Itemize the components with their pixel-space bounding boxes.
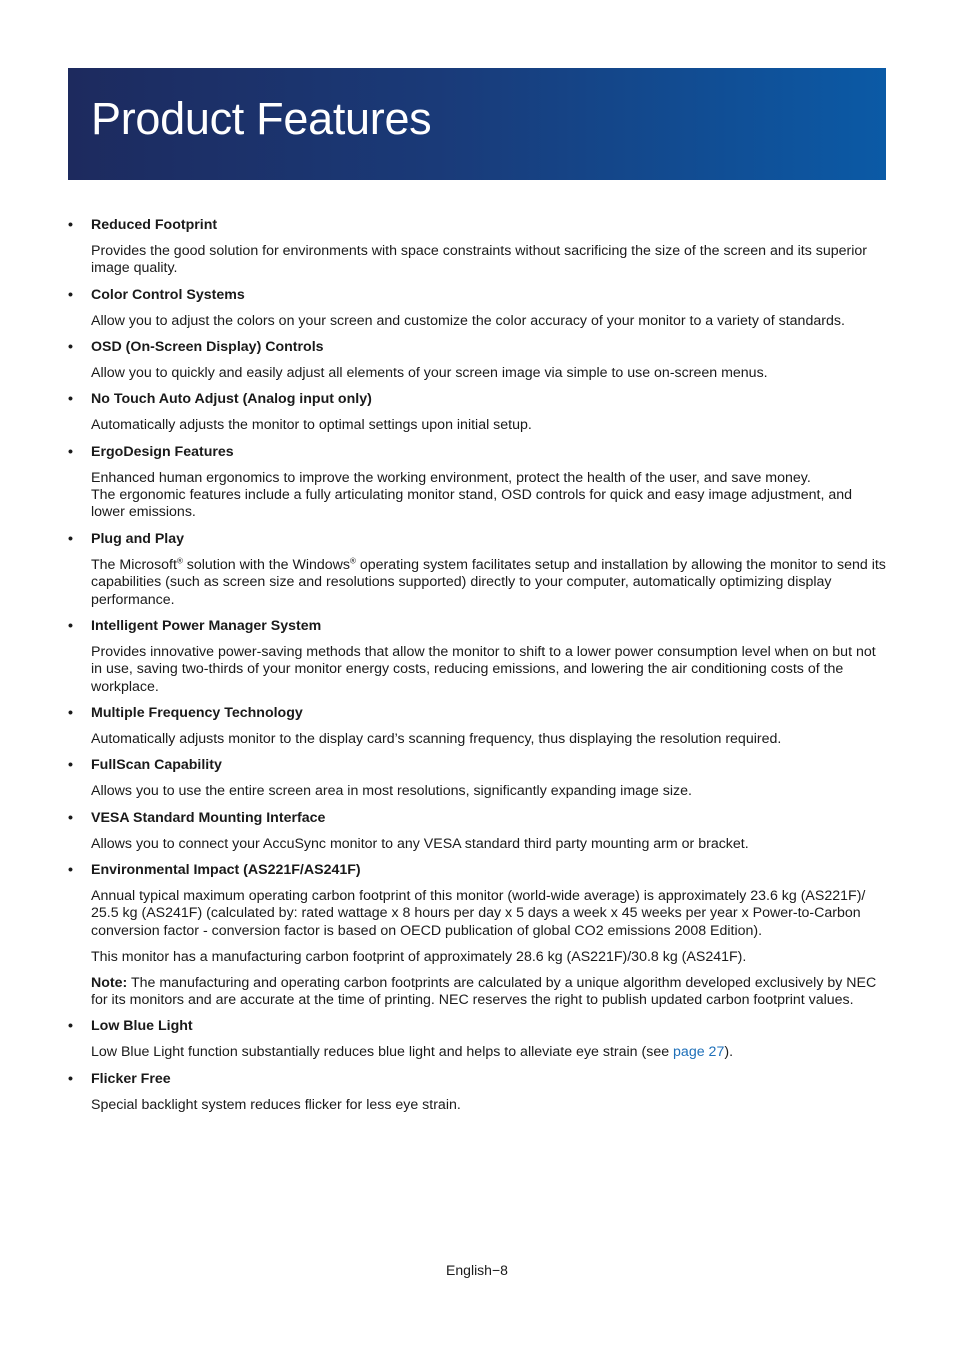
feature-title: Color Control Systems xyxy=(91,286,245,303)
feature-description: This monitor has a manufacturing carbon footprint of approximately 28.6 kg (AS221F)/30.8 kg (AS241F). xyxy=(91,948,747,965)
registered-mark: ® xyxy=(350,555,356,565)
bullet-icon: • xyxy=(68,1018,73,1035)
feature-description: The Microsoft® solution with the Windows® operating system facilitates setup and installation by allowing the monitor to send its capabilities (such as screen size and resolutions supported) directly to your computer, automatically optimizing display performance. xyxy=(91,555,886,608)
page-number: English−8 xyxy=(446,1262,508,1278)
feature-title: Multiple Frequency Technology xyxy=(91,705,303,722)
bullet-icon: • xyxy=(68,443,73,460)
feature-list xyxy=(68,217,888,1123)
feature-item xyxy=(68,1071,888,1114)
feature-title: Plug and Play xyxy=(91,530,185,547)
bullet-icon: • xyxy=(68,705,73,722)
bullet-icon: • xyxy=(68,809,73,826)
feature-title: FullScan Capability xyxy=(91,757,222,774)
feature-item xyxy=(68,287,888,330)
feature-title: Intelligent Power Manager System xyxy=(91,617,322,634)
note-label: Note: xyxy=(91,974,128,991)
feature-title: OSD (On-Screen Display) Controls xyxy=(91,339,324,356)
page-link[interactable]: page 27 xyxy=(673,1044,725,1061)
feature-description: Allow you to adjust the colors on your screen and customize the color accuracy of your monitor to a variety of standards. xyxy=(91,312,845,329)
feature-item xyxy=(68,810,888,853)
feature-description: Automatically adjusts the monitor to optimal settings upon initial setup. xyxy=(91,417,532,434)
bullet-icon: • xyxy=(68,617,73,634)
feature-title: VESA Standard Mounting Interface xyxy=(91,809,326,826)
feature-description: Allows you to use the entire screen area in most resolutions, significantly expanding image size. xyxy=(91,783,692,800)
feature-item xyxy=(68,1018,888,1061)
title-banner xyxy=(68,68,886,180)
feature-description: Allows you to connect your AccuSync monitor to any VESA standard third party mounting arm or bracket. xyxy=(91,835,749,852)
bullet-icon: • xyxy=(68,757,73,774)
note: Note: The manufacturing and operating carbon footprints are calculated by a unique algorithm developed exclusively by NEC for its monitors and are accurate at the time of printing. NEC reserves the right to publish updated carbon footprint values. xyxy=(91,974,877,1008)
feature-item xyxy=(68,705,888,748)
feature-title: Reduced Footprint xyxy=(91,217,218,233)
registered-mark: ® xyxy=(176,555,183,565)
bullet-icon: • xyxy=(68,1070,73,1087)
feature-title: Environmental Impact (AS221F/AS241F) xyxy=(91,861,361,878)
feature-item xyxy=(68,531,888,609)
bullet-icon: • xyxy=(68,339,73,356)
bullet-icon: • xyxy=(68,861,73,878)
feature-description: Provides innovative power-saving methods that allow the monitor to shift to a lower power consumption level when on but not in use, saving two-thirds of your monitor energy costs, reducing emissions, and lowering the air conditioning costs of the workplace. xyxy=(91,643,876,695)
bullet-icon: • xyxy=(68,286,73,303)
feature-item xyxy=(68,618,888,696)
feature-title: Flicker Free xyxy=(91,1070,171,1087)
feature-description: Enhanced human ergonomics to improve the working environment, protect the health of the user, and save money. The ergonomic features include a fully articulating monitor stand, OSD controls for quick and easy image adjustment, and lower emissions. xyxy=(91,469,852,521)
feature-description: Provides the good solution for environments with space constraints without sacrificing the size of the screen and its superior image quality. xyxy=(91,242,867,277)
feature-title: ErgoDesign Features xyxy=(91,443,234,460)
feature-title: No Touch Auto Adjust (Analog input only) xyxy=(91,391,372,408)
feature-item xyxy=(68,862,888,1009)
bullet-icon: • xyxy=(68,530,73,547)
page-title: Product Features xyxy=(91,93,432,144)
feature-title: Low Blue Light xyxy=(91,1018,193,1035)
feature-item xyxy=(68,217,888,278)
feature-description: Automatically adjusts monitor to the display card’s scanning frequency, thus displaying the resolution required. xyxy=(91,730,782,747)
feature-description: Allow you to quickly and easily adjust all elements of your screen image via simple to use on-screen menus. xyxy=(91,364,768,381)
feature-description: Special backlight system reduces flicker for less eye strain. xyxy=(91,1096,461,1113)
bullet-icon: • xyxy=(68,217,73,233)
feature-item xyxy=(68,757,888,800)
feature-description: Low Blue Light function substantially reduces blue light and helps to alleviate eye strain (see page 27). xyxy=(91,1044,734,1061)
feature-description: Annual typical maximum operating carbon footprint of this monitor (world-wide average) is approximately 23.6 kg (AS221F)/ 25.5 kg (AS241F) (calculated by: rated wattage x 8 hours per day x 5 days a week x 45 weeks per year x Power-to-Carbon conversion factor - conversion factor is based on OECD publication of global CO2 emissions 2008 Edition). xyxy=(91,887,866,939)
feature-item xyxy=(68,339,888,382)
bullet-icon: • xyxy=(68,391,73,408)
feature-item xyxy=(68,444,888,522)
feature-item xyxy=(68,391,888,434)
